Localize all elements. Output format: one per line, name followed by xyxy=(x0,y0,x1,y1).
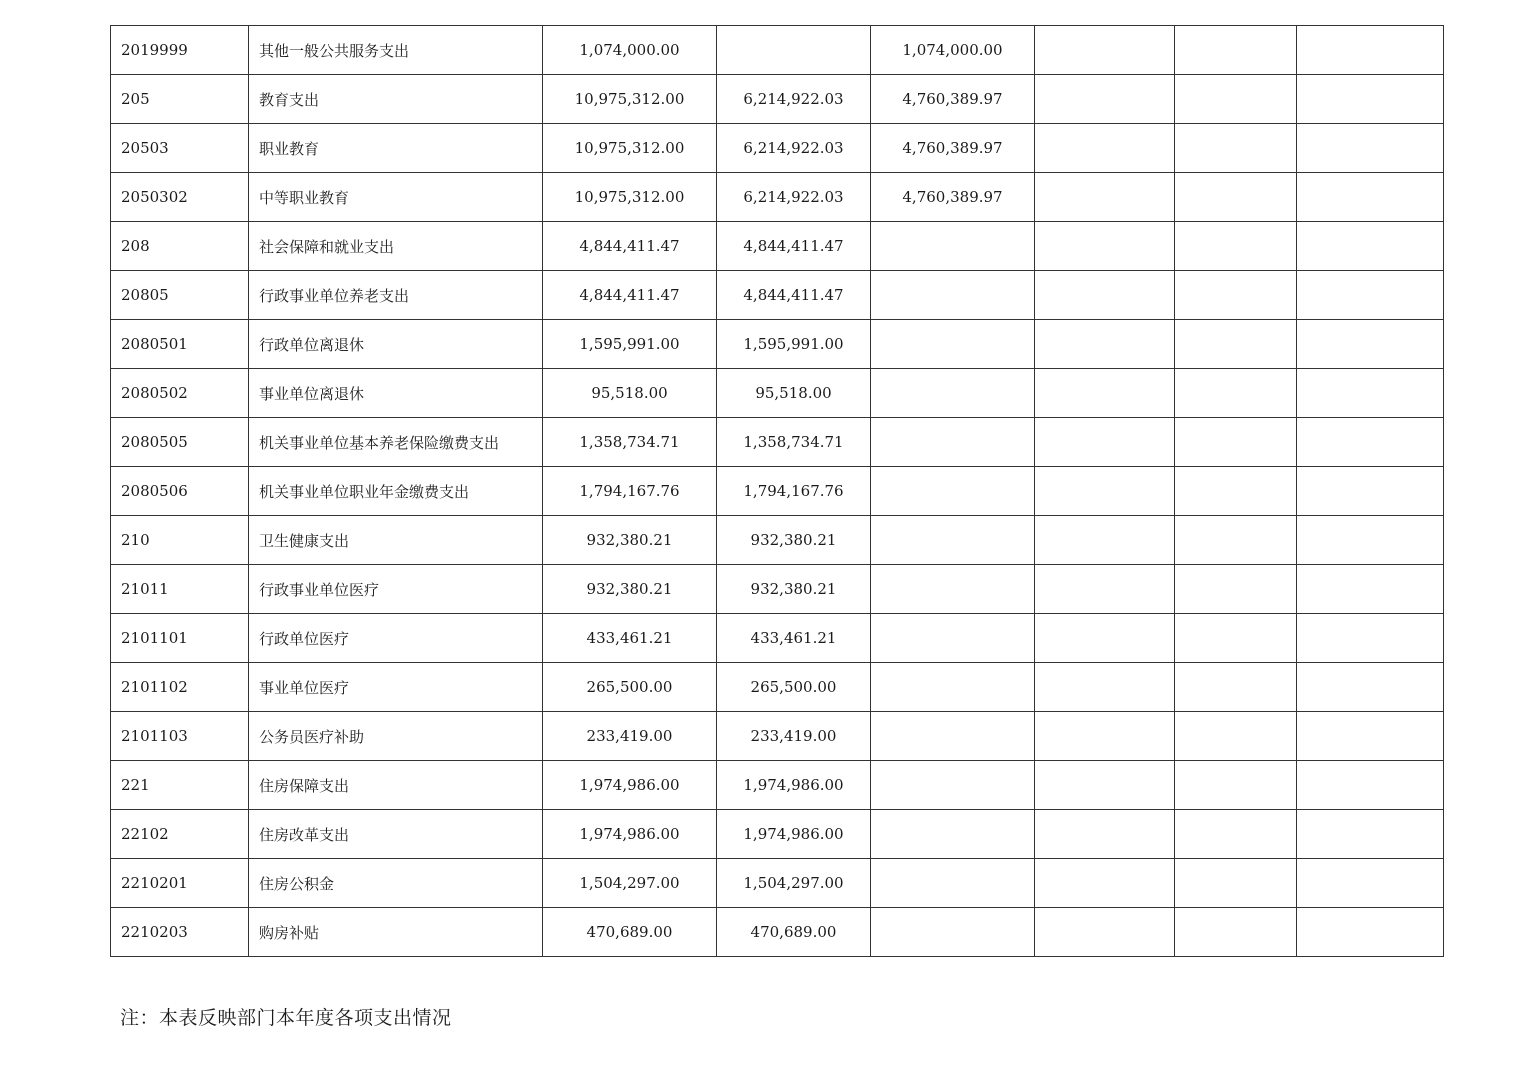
subject-code-cell: 20805 xyxy=(111,271,249,320)
subject-name-cell: 其他一般公共服务支出 xyxy=(249,26,543,75)
project-expenditure-cell xyxy=(871,467,1035,516)
project-expenditure-cell xyxy=(871,761,1035,810)
table-row xyxy=(111,810,1444,859)
basic-expenditure-cell: 6,214,922.03 xyxy=(717,124,871,173)
total-amount-cell: 265,500.00 xyxy=(543,663,717,712)
table-row xyxy=(111,124,1444,173)
basic-expenditure-cell: 6,214,922.03 xyxy=(717,173,871,222)
subject-code-cell: 2101101 xyxy=(111,614,249,663)
subject-name-cell: 行政事业单位医疗 xyxy=(249,565,543,614)
total-amount-cell: 932,380.21 xyxy=(543,565,717,614)
subject-code-cell: 208 xyxy=(111,222,249,271)
total-amount-cell: 233,419.00 xyxy=(543,712,717,761)
table-row xyxy=(111,761,1444,810)
total-amount-cell: 1,974,986.00 xyxy=(543,810,717,859)
project-expenditure-cell: 4,760,389.97 xyxy=(871,75,1035,124)
basic-expenditure-cell: 932,380.21 xyxy=(717,565,871,614)
project-expenditure-cell xyxy=(871,712,1035,761)
basic-expenditure-cell: 1,595,991.00 xyxy=(717,320,871,369)
subject-name-cell: 住房改革支出 xyxy=(249,810,543,859)
subject-name-cell: 住房公积金 xyxy=(249,859,543,908)
subject-name-cell: 住房保障支出 xyxy=(249,761,543,810)
subject-name-cell: 社会保障和就业支出 xyxy=(249,222,543,271)
basic-expenditure-cell: 1,794,167.76 xyxy=(717,467,871,516)
subject-name-cell: 行政事业单位养老支出 xyxy=(249,271,543,320)
empty-column-6-cell xyxy=(1035,271,1175,320)
project-expenditure-cell xyxy=(871,663,1035,712)
project-expenditure-cell xyxy=(871,565,1035,614)
basic-expenditure-cell: 1,358,734.71 xyxy=(717,418,871,467)
project-expenditure-cell xyxy=(871,614,1035,663)
table-row xyxy=(111,369,1444,418)
total-amount-cell: 10,975,312.00 xyxy=(543,124,717,173)
empty-column-8-cell xyxy=(1297,26,1444,75)
table-row xyxy=(111,75,1444,124)
basic-expenditure-cell: 265,500.00 xyxy=(717,663,871,712)
basic-expenditure-cell: 932,380.21 xyxy=(717,516,871,565)
empty-column-6-cell xyxy=(1035,614,1175,663)
table-row xyxy=(111,565,1444,614)
empty-column-7-cell xyxy=(1175,271,1297,320)
basic-expenditure-cell: 95,518.00 xyxy=(717,369,871,418)
total-amount-cell: 1,595,991.00 xyxy=(543,320,717,369)
subject-name-cell: 机关事业单位职业年金缴费支出 xyxy=(249,467,543,516)
empty-column-7-cell xyxy=(1175,320,1297,369)
project-expenditure-cell xyxy=(871,418,1035,467)
subject-name-cell: 行政单位离退休 xyxy=(249,320,543,369)
empty-column-8-cell xyxy=(1297,271,1444,320)
subject-code-cell: 21011 xyxy=(111,565,249,614)
subject-code-cell: 2080502 xyxy=(111,369,249,418)
total-amount-cell: 433,461.21 xyxy=(543,614,717,663)
empty-column-6-cell xyxy=(1035,810,1175,859)
subject-name-cell: 购房补贴 xyxy=(249,908,543,957)
subject-code-cell: 221 xyxy=(111,761,249,810)
table-row xyxy=(111,859,1444,908)
empty-column-7-cell xyxy=(1175,418,1297,467)
empty-column-6-cell xyxy=(1035,75,1175,124)
empty-column-6-cell xyxy=(1035,369,1175,418)
total-amount-cell: 470,689.00 xyxy=(543,908,717,957)
empty-column-6-cell xyxy=(1035,859,1175,908)
subject-name-cell: 事业单位医疗 xyxy=(249,663,543,712)
empty-column-6-cell xyxy=(1035,124,1175,173)
empty-column-8-cell xyxy=(1297,908,1444,957)
empty-column-8-cell xyxy=(1297,222,1444,271)
project-expenditure-cell xyxy=(871,320,1035,369)
table-row xyxy=(111,173,1444,222)
table-row xyxy=(111,516,1444,565)
empty-column-6-cell xyxy=(1035,908,1175,957)
empty-column-7-cell xyxy=(1175,26,1297,75)
basic-expenditure-cell xyxy=(717,26,871,75)
subject-code-cell: 2080505 xyxy=(111,418,249,467)
table-row xyxy=(111,614,1444,663)
table-body xyxy=(111,26,1444,957)
subject-code-cell: 2101103 xyxy=(111,712,249,761)
basic-expenditure-cell: 470,689.00 xyxy=(717,908,871,957)
basic-expenditure-cell: 4,844,411.47 xyxy=(717,271,871,320)
table-row xyxy=(111,418,1444,467)
table-row xyxy=(111,712,1444,761)
subject-code-cell: 2080501 xyxy=(111,320,249,369)
empty-column-6-cell xyxy=(1035,26,1175,75)
empty-column-7-cell xyxy=(1175,467,1297,516)
empty-column-7-cell xyxy=(1175,173,1297,222)
total-amount-cell: 4,844,411.47 xyxy=(543,222,717,271)
total-amount-cell: 1,074,000.00 xyxy=(543,26,717,75)
empty-column-8-cell xyxy=(1297,712,1444,761)
subject-code-cell: 2080506 xyxy=(111,467,249,516)
total-amount-cell: 1,974,986.00 xyxy=(543,761,717,810)
subject-code-cell: 2019999 xyxy=(111,26,249,75)
basic-expenditure-cell: 1,974,986.00 xyxy=(717,810,871,859)
total-amount-cell: 10,975,312.00 xyxy=(543,173,717,222)
empty-column-8-cell xyxy=(1297,761,1444,810)
subject-name-cell: 教育支出 xyxy=(249,75,543,124)
table-row xyxy=(111,222,1444,271)
empty-column-8-cell xyxy=(1297,810,1444,859)
empty-column-7-cell xyxy=(1175,124,1297,173)
expenditure-table xyxy=(110,25,1444,957)
subject-name-cell: 机关事业单位基本养老保险缴费支出 xyxy=(249,418,543,467)
empty-column-8-cell xyxy=(1297,614,1444,663)
empty-column-8-cell xyxy=(1297,418,1444,467)
empty-column-7-cell xyxy=(1175,663,1297,712)
subject-code-cell: 2210201 xyxy=(111,859,249,908)
empty-column-7-cell xyxy=(1175,908,1297,957)
empty-column-7-cell xyxy=(1175,565,1297,614)
table-row xyxy=(111,320,1444,369)
empty-column-6-cell xyxy=(1035,467,1175,516)
empty-column-7-cell xyxy=(1175,810,1297,859)
table-row xyxy=(111,26,1444,75)
empty-column-8-cell xyxy=(1297,565,1444,614)
empty-column-8-cell xyxy=(1297,320,1444,369)
table-row xyxy=(111,467,1444,516)
table-row xyxy=(111,908,1444,957)
subject-code-cell: 22102 xyxy=(111,810,249,859)
total-amount-cell: 1,794,167.76 xyxy=(543,467,717,516)
basic-expenditure-cell: 1,504,297.00 xyxy=(717,859,871,908)
table-note: 注：本表反映部门本年度各项支出情况 xyxy=(120,1007,452,1029)
empty-column-6-cell xyxy=(1035,516,1175,565)
total-amount-cell: 1,504,297.00 xyxy=(543,859,717,908)
subject-name-cell: 职业教育 xyxy=(249,124,543,173)
empty-column-6-cell xyxy=(1035,173,1175,222)
subject-code-cell: 2101102 xyxy=(111,663,249,712)
subject-name-cell: 行政单位医疗 xyxy=(249,614,543,663)
empty-column-7-cell xyxy=(1175,75,1297,124)
empty-column-7-cell xyxy=(1175,614,1297,663)
subject-code-cell: 20503 xyxy=(111,124,249,173)
empty-column-8-cell xyxy=(1297,859,1444,908)
project-expenditure-cell: 4,760,389.97 xyxy=(871,124,1035,173)
total-amount-cell: 4,844,411.47 xyxy=(543,271,717,320)
total-amount-cell: 1,358,734.71 xyxy=(543,418,717,467)
empty-column-6-cell xyxy=(1035,712,1175,761)
empty-column-7-cell xyxy=(1175,712,1297,761)
empty-column-8-cell xyxy=(1297,516,1444,565)
basic-expenditure-cell: 4,844,411.47 xyxy=(717,222,871,271)
empty-column-8-cell xyxy=(1297,124,1444,173)
subject-name-cell: 事业单位离退休 xyxy=(249,369,543,418)
subject-code-cell: 210 xyxy=(111,516,249,565)
project-expenditure-cell xyxy=(871,810,1035,859)
empty-column-8-cell xyxy=(1297,75,1444,124)
empty-column-6-cell xyxy=(1035,320,1175,369)
basic-expenditure-cell: 6,214,922.03 xyxy=(717,75,871,124)
table-row xyxy=(111,271,1444,320)
empty-column-6-cell xyxy=(1035,222,1175,271)
subject-code-cell: 2050302 xyxy=(111,173,249,222)
total-amount-cell: 95,518.00 xyxy=(543,369,717,418)
project-expenditure-cell xyxy=(871,859,1035,908)
subject-code-cell: 2210203 xyxy=(111,908,249,957)
empty-column-6-cell xyxy=(1035,418,1175,467)
project-expenditure-cell xyxy=(871,271,1035,320)
basic-expenditure-cell: 233,419.00 xyxy=(717,712,871,761)
project-expenditure-cell xyxy=(871,369,1035,418)
empty-column-8-cell xyxy=(1297,173,1444,222)
empty-column-8-cell xyxy=(1297,369,1444,418)
subject-name-cell: 卫生健康支出 xyxy=(249,516,543,565)
empty-column-7-cell xyxy=(1175,222,1297,271)
empty-column-7-cell xyxy=(1175,761,1297,810)
empty-column-7-cell xyxy=(1175,369,1297,418)
empty-column-6-cell xyxy=(1035,663,1175,712)
empty-column-8-cell xyxy=(1297,467,1444,516)
table-row xyxy=(111,663,1444,712)
empty-column-6-cell xyxy=(1035,761,1175,810)
empty-column-7-cell xyxy=(1175,859,1297,908)
empty-column-7-cell xyxy=(1175,516,1297,565)
project-expenditure-cell xyxy=(871,908,1035,957)
project-expenditure-cell: 1,074,000.00 xyxy=(871,26,1035,75)
project-expenditure-cell: 4,760,389.97 xyxy=(871,173,1035,222)
project-expenditure-cell xyxy=(871,516,1035,565)
basic-expenditure-cell: 433,461.21 xyxy=(717,614,871,663)
project-expenditure-cell xyxy=(871,222,1035,271)
subject-name-cell: 公务员医疗补助 xyxy=(249,712,543,761)
total-amount-cell: 10,975,312.00 xyxy=(543,75,717,124)
subject-code-cell: 205 xyxy=(111,75,249,124)
empty-column-8-cell xyxy=(1297,663,1444,712)
empty-column-6-cell xyxy=(1035,565,1175,614)
subject-name-cell: 中等职业教育 xyxy=(249,173,543,222)
basic-expenditure-cell: 1,974,986.00 xyxy=(717,761,871,810)
total-amount-cell: 932,380.21 xyxy=(543,516,717,565)
